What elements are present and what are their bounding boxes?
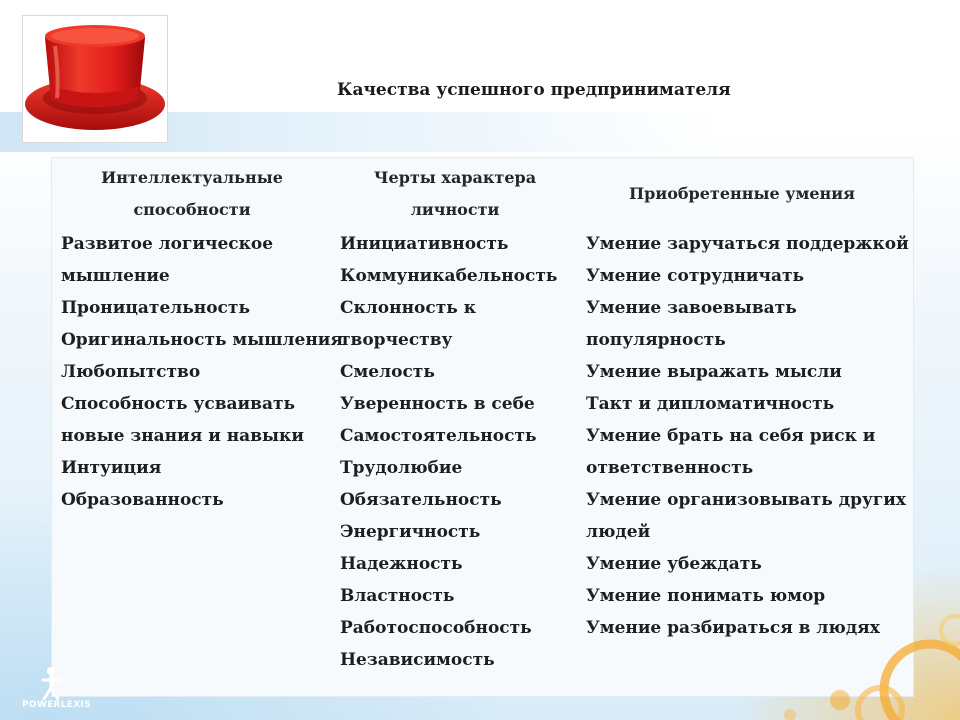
decorative-circles [730,570,960,720]
column-character-list [340,228,557,676]
list-item: Любопытство [61,362,201,382]
list-item: популярность [586,330,726,350]
list-item: ответственность [586,458,754,478]
list-item: мышление [61,266,170,286]
list-item: творчеству [340,330,453,350]
column-header-character [340,162,570,226]
list-item: Энергичность [340,522,481,542]
logo-text: POWERLEXIS [22,700,91,710]
list-item: Умение заручаться поддержкой [586,234,909,254]
list-item: Умение брать на себя риск и [586,426,876,446]
list-item: Умение убеждать [586,554,762,574]
list-item: Умение организовывать других [586,490,906,510]
list-item: Самостоятельность [340,426,537,446]
list-item: Трудолюбие [340,458,463,478]
list-item: Уверенность в себе [340,394,535,414]
list-item: Коммуникабельность [340,266,558,286]
list-item: Проницательность [61,298,250,318]
list-item: Инициативность [340,234,509,254]
list-item: Умение разбираться в людях [586,618,880,638]
list-item: Образованность [61,490,224,510]
powerlexis-figure-icon [38,666,64,700]
list-item: Умение сотрудничать [586,266,805,286]
top-hat-image [22,15,168,143]
top-hat-icon [23,16,167,142]
column-header-line: способности [133,200,251,219]
column-header-acquired-skills [592,178,892,210]
list-item: Способность усваивать [61,394,296,414]
list-item: Работоспособность [340,618,532,638]
list-item: Развитое логическое [61,234,274,254]
column-header-line: Интеллектуальные [101,168,283,187]
list-item: Такт и дипломатичность [586,394,835,414]
list-item: Обязательность [340,490,502,510]
list-item: Склонность к [340,298,476,318]
column-header-line: Черты характера [373,168,537,187]
list-item: Независимость [340,650,495,670]
list-item: Интуиция [61,458,162,478]
column-intellectual-list [61,228,343,516]
list-item: людей [586,522,651,542]
powerlexis-logo [18,660,178,716]
list-item: Надежность [340,554,463,574]
list-item: Умение понимать юмор [586,586,826,606]
list-item: новые знания и навыки [61,426,304,446]
column-header-intellectual [72,162,312,226]
column-header-line: личности [410,200,500,219]
list-item: Властность [340,586,455,606]
list-item: Умение завоевывать [586,298,797,318]
list-item: Умение выражать мысли [586,362,842,382]
column-header-line: Приобретенные умения [629,184,855,203]
list-item: Смелость [340,362,435,382]
list-item: Оригинальность мышления [61,330,343,350]
page-title: Качества успешного предпринимателя [337,80,731,100]
